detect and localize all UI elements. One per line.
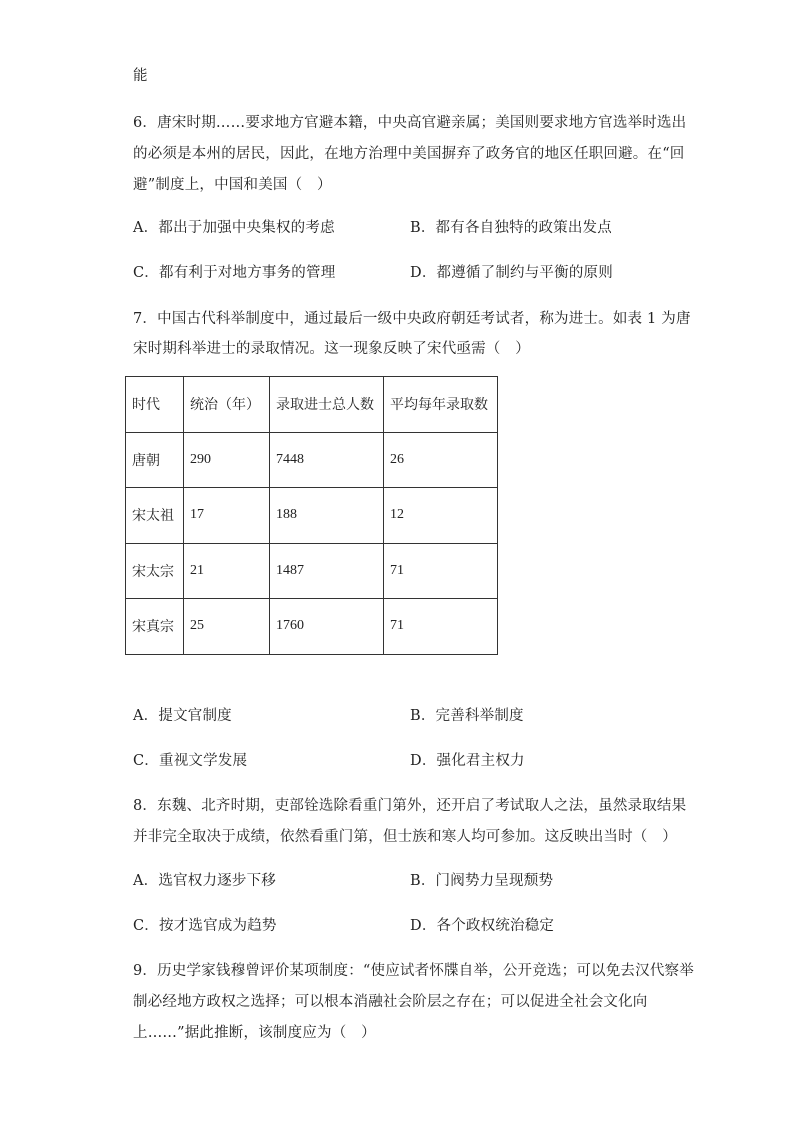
q7-stem-line-2: 宋时期科举进士的录取情况。这一现象反映了宋代亟需（ ） [133, 341, 530, 357]
q6-option-c: C．都有利于对地方事务的管理 [133, 265, 336, 281]
table-cell: 12 [384, 488, 498, 544]
q8-option-a: A．选官权力逐步下移 [133, 873, 276, 889]
table-cell: 17 [184, 488, 270, 544]
q7-option-a: A．提文官制度 [133, 708, 232, 724]
table-cell: 71 [384, 599, 498, 655]
table-cell: 25 [184, 599, 270, 655]
table-header-cell: 平均每年录取数 [384, 377, 498, 433]
table-cell: 188 [270, 488, 384, 544]
q7-stem-line-1: 7．中国古代科举制度中，通过最后一级中央政府朝廷考试者，称为进士。如表 1 为唐 [133, 311, 691, 327]
table-row [126, 488, 498, 544]
table-cell: 1487 [270, 543, 384, 599]
table-row [126, 599, 498, 655]
q6-option-b: B．都有各自独特的政策出发点 [410, 220, 612, 236]
table-cell: 71 [384, 543, 498, 599]
q6-stem-line-3: 避”制度上，中国和美国（ ） [133, 177, 332, 193]
table-cell: 1760 [270, 599, 384, 655]
table-row [126, 432, 498, 488]
table-header-cell: 录取进士总人数 [270, 377, 384, 433]
table-cell: 宋太宗 [126, 543, 184, 599]
table-header-cell: 时代 [126, 377, 184, 433]
table-cell: 宋太祖 [126, 488, 184, 544]
table-cell: 唐朝 [126, 432, 184, 488]
q9-stem-line-2: 制必经地方政权之选择；可以根本消融社会阶层之存在；可以促进全社会文化向 [133, 994, 648, 1010]
q9-stem-line-3: 上……”据此推断，该制度应为（ ） [133, 1025, 376, 1041]
q8-option-d: D．各个政权统治稳定 [410, 918, 555, 934]
previous-question-fragment: 能 [133, 68, 148, 84]
q7-admission-table [125, 376, 498, 655]
table-row [126, 543, 498, 599]
q6-option-d: D．都遵循了制约与平衡的原则 [410, 265, 613, 281]
q6-stem-line-2: 的必须是本州的居民，因此，在地方治理中美国摒弃了政务官的地区任职回避。在“回 [133, 146, 685, 162]
q6-option-a: A．都出于加强中央集权的考虑 [133, 220, 335, 236]
table-cell: 290 [184, 432, 270, 488]
q7-option-d: D．强化君主权力 [410, 753, 525, 769]
q9-stem-line-1: 9．历史学家钱穆曾评价某项制度：“使应试者怀牒自举，公开竞选；可以免去汉代察举 [133, 963, 694, 979]
q6-stem-line-1: 6．唐宋时期……要求地方官避本籍，中央高官避亲属；美国则要求地方官选举时选出 [133, 115, 687, 131]
table-cell: 21 [184, 543, 270, 599]
table-cell: 宋真宗 [126, 599, 184, 655]
table-cell: 7448 [270, 432, 384, 488]
q8-option-b: B．门阀势力呈现颓势 [410, 873, 554, 889]
q7-option-c: C．重视文学发展 [133, 753, 248, 769]
table-header-cell: 统治（年） [184, 377, 270, 433]
q7-option-b: B．完善科举制度 [410, 708, 524, 724]
q8-option-c: C．按才选官成为趋势 [133, 918, 277, 934]
table-header-row [126, 377, 498, 433]
q8-stem-line-1: 8．东魏、北齐时期，吏部铨选除看重门第外，还开启了考试取人之法，虽然录取结果 [133, 798, 687, 814]
table-cell: 26 [384, 432, 498, 488]
q8-stem-line-2: 并非完全取决于成绩，依然看重门第，但士族和寒人均可参加。这反映出当时（ ） [133, 829, 677, 845]
